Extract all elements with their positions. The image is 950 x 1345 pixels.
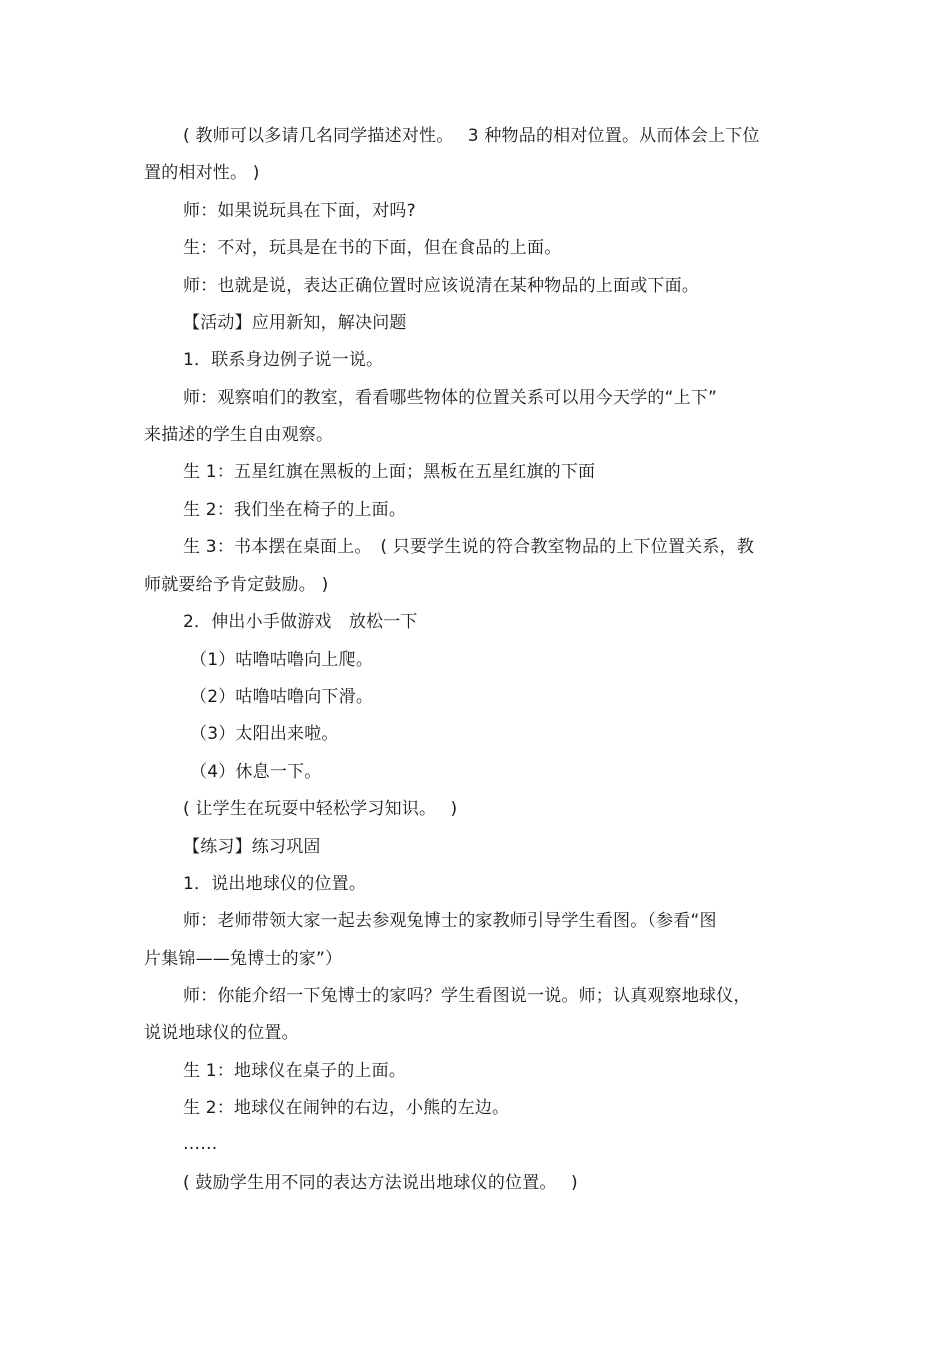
sub-item: （4）休息一下。 (190, 762, 322, 782)
sub-item: （3）太阳出来啦。 (190, 724, 339, 744)
dialogue-line: 师：你能介绍一下兔博士的家吗？学生看图说一说。师；认真观察地球仪， (183, 986, 751, 1006)
dialogue-line: 师：观察咱们的教室，看看哪些物体的位置关系可以用今天学的“上下” (183, 388, 718, 408)
section-heading: 【练习】练习巩固 (183, 837, 321, 857)
paragraph-line: 置的相对性。 ) (144, 163, 260, 183)
paragraph-line: ( 鼓励学生用不同的表达方法说出地球仪的位置。 ) (183, 1173, 578, 1193)
dialogue-line: 生 1：五星红旗在黑板的上面；黑板在五星红旗的下面 (183, 462, 596, 482)
dialogue-line: 生 2：我们坐在椅子的上面。 (183, 500, 407, 520)
numbered-item: 1．说出地球仪的位置。 (183, 874, 367, 894)
numbered-item: 1．联系身边例子说一说。 (183, 350, 384, 370)
dialogue-line: 说说地球仪的位置。 (144, 1023, 299, 1043)
dialogue-line: 师：老师带领大家一起去参观兔博士的家教师引导学生看图。（参看“图 (183, 911, 717, 931)
dialogue-line: 师就要给予肯定鼓励。 ) (144, 575, 329, 595)
section-heading: 【活动】应用新知，解决问题 (183, 313, 407, 333)
dialogue-line: 来描述的学生自由观察。 (144, 425, 334, 445)
dialogue-line: 生：不对，玩具是在书的下面，但在食品的上面。 (183, 238, 562, 258)
dialogue-line: 师：也就是说，表达正确位置时应该说清在某种物品的上面或下面。 (183, 276, 699, 296)
dialogue-line: 生 3：书本摆在桌面上。 ( 只要学生说的符合教室物品的上下位置关系，教 (183, 537, 754, 557)
dialogue-line: 生 2：地球仪在闹钟的右边，小熊的左边。 (183, 1098, 510, 1118)
sub-item: （2）咕噜咕噜向下滑。 (190, 687, 374, 707)
dialogue-line: 生 1：地球仪在桌子的上面。 (183, 1061, 407, 1081)
numbered-item: 2．伸出小手做游戏 放松一下 (183, 612, 418, 632)
paragraph-line: ( 教师可以多请几名同学描述对性。 3 种物品的相对位置。从而体会上下位 (183, 126, 760, 146)
ellipsis: …… (183, 1134, 218, 1154)
paragraph-line: ( 让学生在玩耍中轻松学习知识。 ) (183, 799, 458, 819)
sub-item: （1）咕噜咕噜向上爬。 (190, 650, 374, 670)
dialogue-line: 片集锦——兔博士的家”） (144, 949, 343, 969)
dialogue-line: 师：如果说玩具在下面，对吗? (183, 201, 416, 221)
